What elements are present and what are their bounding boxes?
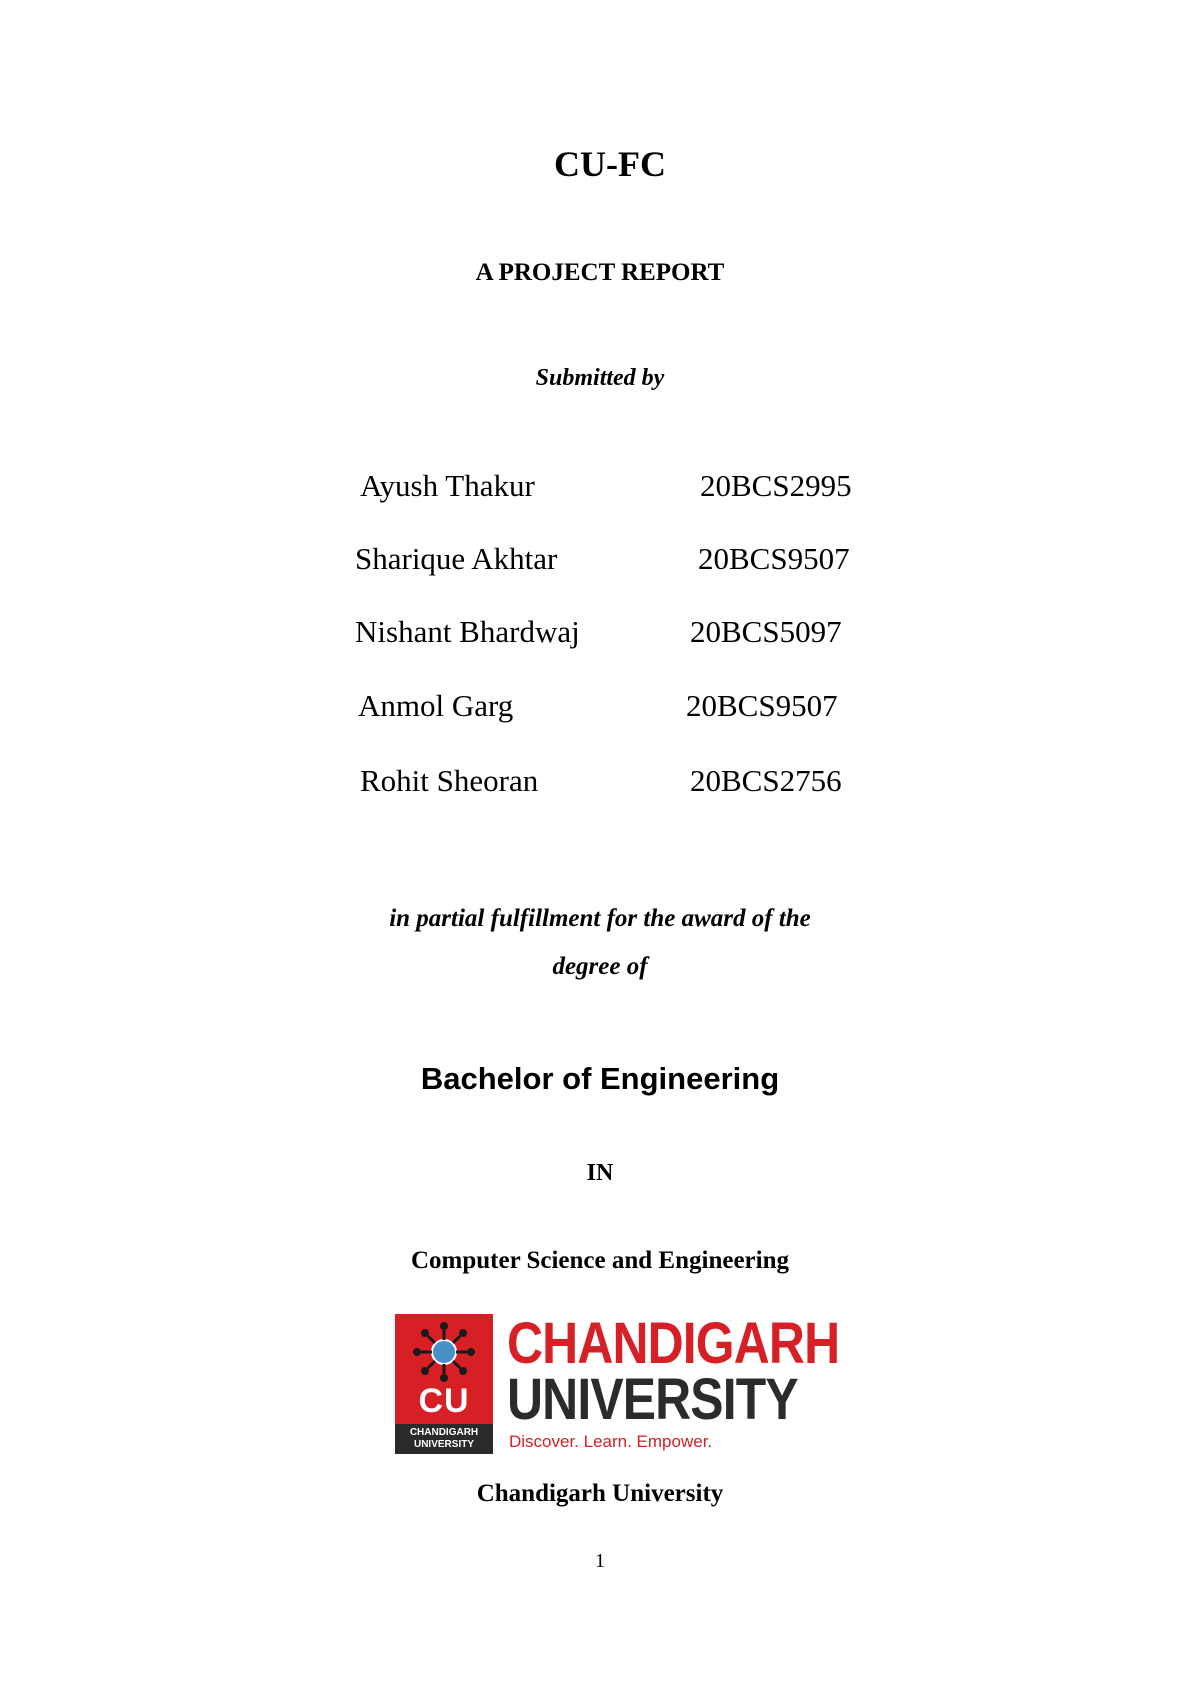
member-id: 20BCS9507 <box>686 688 838 723</box>
member-name: Sharique Akhtar <box>355 541 558 576</box>
logo-badge-footer-line-2: UNIVERSITY <box>413 1439 474 1450</box>
member-id: 20BCS2756 <box>690 763 842 798</box>
university-name: Chandigarh University <box>476 1480 724 1507</box>
university-logo <box>395 1311 840 1454</box>
logo-badge-text: CU <box>418 1382 470 1420</box>
member-name: Rohit Sheoran <box>360 763 539 798</box>
logo-badge-footer-line-1: CHANDIGARH <box>409 1427 479 1438</box>
member-id: 20BCS5097 <box>690 614 842 649</box>
logo-badge <box>395 1314 493 1454</box>
degree-name: Bachelor of Engineering <box>420 1061 780 1096</box>
member-name: Nishant Bhardwaj <box>355 614 580 649</box>
logo-tagline: Discover. Learn. Empower. <box>509 1432 713 1451</box>
submitted-by-label: Submitted by <box>535 365 665 391</box>
logo-word-university: UNIVERSITY <box>507 1367 798 1432</box>
branch-name: Computer Science and Engineering <box>410 1247 789 1274</box>
report-subtitle: A PROJECT REPORT <box>475 259 725 286</box>
fulfilment-line-2: degree of <box>552 953 648 980</box>
logo-emblem-icon <box>409 1320 479 1384</box>
member-name: Ayush Thakur <box>360 468 535 503</box>
member-id: 20BCS2995 <box>700 468 852 503</box>
member-name: Anmol Garg <box>358 688 514 723</box>
in-label: IN <box>586 1160 614 1186</box>
logo-word-chandigarh: CHANDIGARH <box>507 1311 840 1376</box>
logo-badge-footer <box>395 1424 493 1454</box>
fulfilment-line-1: in partial fulfillment for the award of the <box>389 905 811 932</box>
report-title: CU-FC <box>554 144 666 184</box>
page-number: 1 <box>595 1550 605 1572</box>
member-id: 20BCS9507 <box>698 541 850 576</box>
